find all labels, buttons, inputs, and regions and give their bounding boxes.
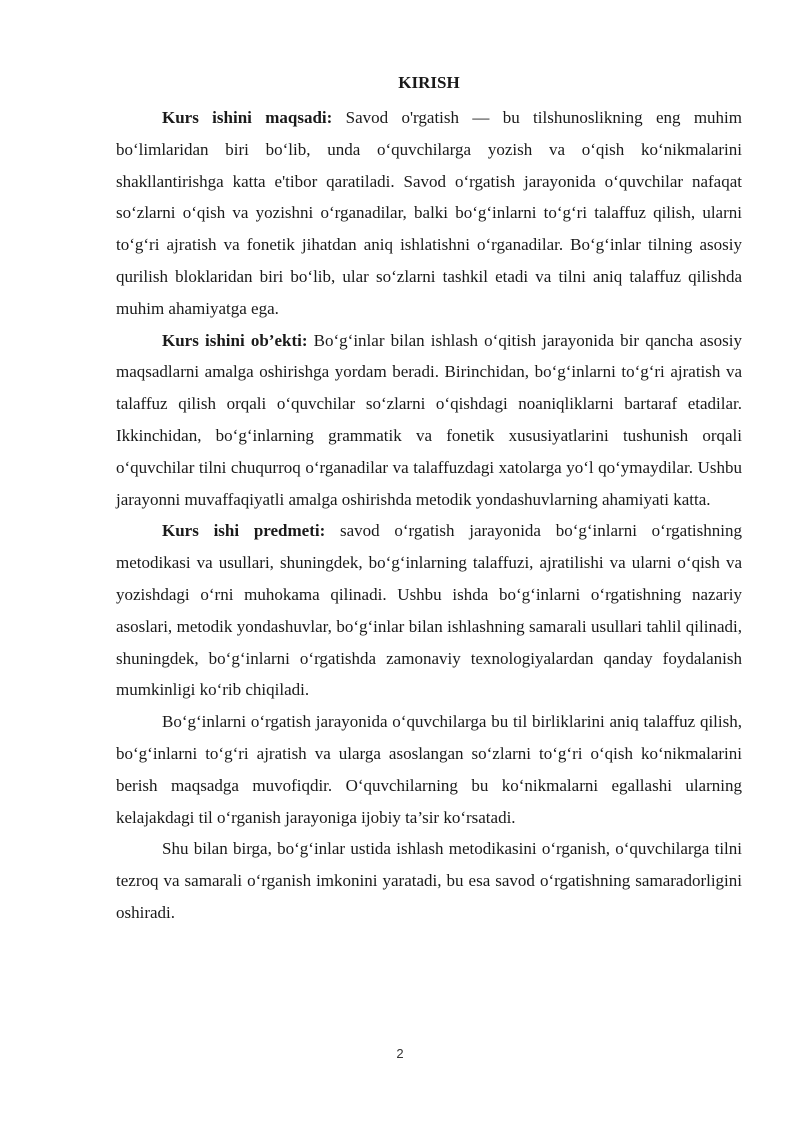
paragraph-purpose: [116, 102, 742, 325]
page-number: 2: [396, 1046, 404, 1061]
paragraph-text: Shu bilan birga, boʻgʻinlar ustida ishlash metodikasini oʻrganish, oʻquvchilarga tilni tezroq va samarali oʻrganish imkonini yaratadi, bu esa savod oʻrgatishning samaradorligini oshiradi.: [116, 839, 742, 922]
paragraph-object: [116, 325, 742, 516]
paragraph-conclusion: [116, 833, 742, 928]
paragraph-lead: Kurs ishi predmeti:: [162, 521, 326, 541]
document-page: [116, 72, 742, 929]
paragraph-skills: [116, 706, 742, 833]
page-title: KIRISH: [398, 73, 460, 92]
paragraph-text: Savod o'rgatish — bu tilshunoslikning eng muhim boʻlimlaridan biri boʻlib, unda oʻquvchilarga yozish va oʻqish koʻnikmalarini shakllantirishga katta e'tibor qaratiladi. Savod oʻrgatish jarayonida oʻquvchilar nafaqat soʻzlarni oʻqish va yozishni oʻrganadilar, balki boʻgʻinlarni toʻgʻri talaffuz qilish, ularni toʻgʻri ajratish va fonetik jihatdan aniq ishlatishni oʻrganadilar. Boʻgʻinlar tilning asosiy qurilish bloklaridan biri boʻlib, ular soʻzlarni tashkil etadi va tilni aniq talaffuz qilishda muhim ahamiyatga ega.: [116, 108, 743, 318]
paragraph-text: savod oʻrgatish jarayonida boʻgʻinlarni oʻrgatishning metodikasi va usullari, shuningdek, boʻgʻinlarning talaffuzi, ajratilishi va ularni oʻqish va yozishdagi oʻrni muhokama qilinadi. Ushbu ishda boʻgʻinlarni oʻrgatishning nazariy asoslari, metodik yondashuvlar, boʻgʻinlar bilan ishlashning samarali usullari tahlil qilinadi, shuningdek, boʻgʻinlarni oʻrgatishda zamonaviy texnologiyalardan qanday foydalanish mumkinligi koʻrib chiqiladi.: [116, 521, 742, 700]
paragraph-lead: Kurs ishini maqsadi:: [162, 108, 333, 127]
paragraph-text: Boʻgʻinlarni oʻrgatish jarayonida oʻquvchilarga bu til birliklarini aniq talaffuz qilish, boʻgʻinlarni toʻgʻri ajratish va ularga asoslangan soʻzlarni toʻgʻri oʻqish koʻnikmalarini berish maqsadga muvofiqdir. Oʻquvchilarning bu koʻnikmalarni egallashi ularning kelajakdagi til oʻrganish jarayoniga ijobiy ta’sir koʻrsatadi.: [116, 712, 742, 827]
paragraph-lead: Kurs ishini ob’ekti:: [162, 330, 308, 350]
paragraph-subject: [116, 515, 742, 706]
paragraph-text: Boʻgʻinlar bilan ishlash oʻqitish jarayonida bir qancha asosiy maqsadlarni amalga oshirishga yordam beradi. Birinchidan, boʻgʻinlarni toʻgʻri ajratish va talaffuz qilish orqali oʻquvchilar soʻzlarni oʻqishdagi noaniqliklarni bartaraf etadilar. Ikkinchidan, boʻgʻinlarning grammatik va fonetik xususiyatlarini tushunish orqali oʻquvchilar tilni chuqurroq oʻrganadilar va talaffuzdagi xatolarga yoʻl qoʻymaydilar. Ushbu jarayonni muvaffaqiyatli amalga oshirishda metodik yondashuvlarning ahamiyati katta.: [116, 330, 742, 509]
